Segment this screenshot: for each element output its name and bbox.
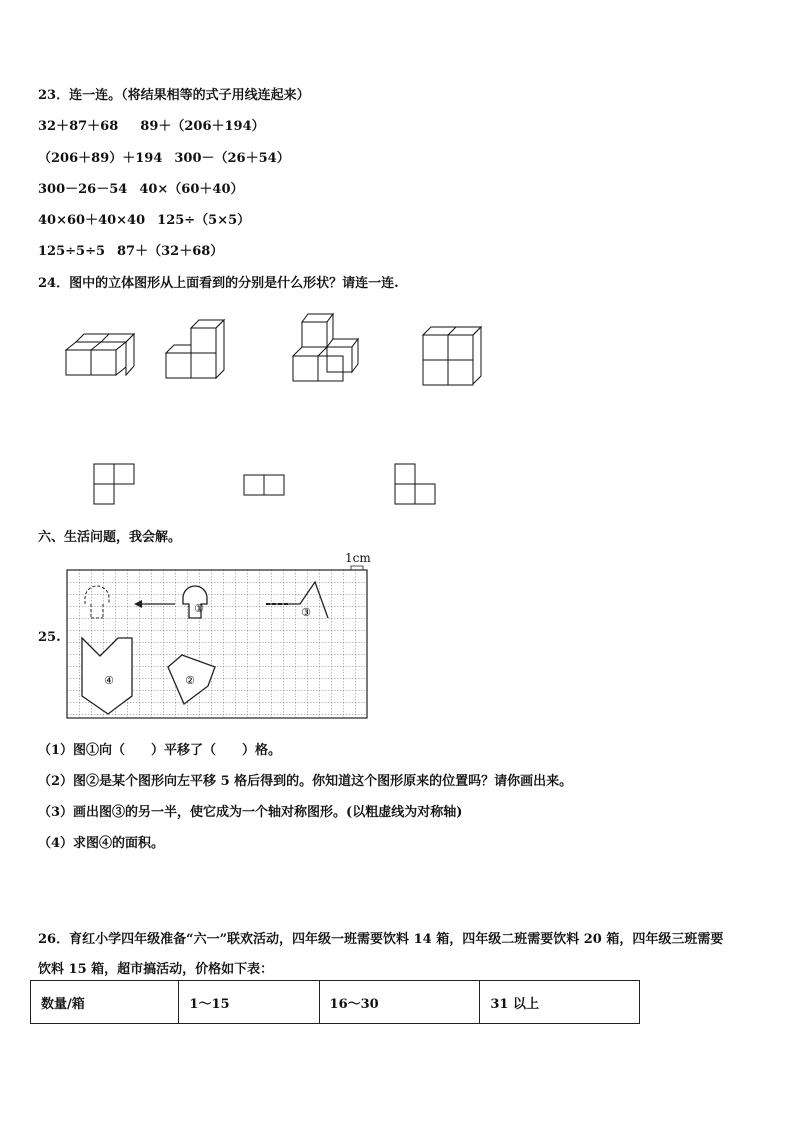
q23-left-3: 300－26－54: [38, 182, 128, 197]
q23-row-5: [38, 240, 223, 259]
top-view-3: [395, 464, 435, 504]
q23-right-2: 300－（26＋54）: [174, 151, 290, 166]
solid-figure-3: [293, 314, 358, 381]
q23-left-1: 32＋87＋68: [38, 119, 119, 134]
table-cell: 16～30: [319, 981, 480, 1024]
q25-number: 25.: [38, 630, 61, 645]
q23-right-1: 89＋（206＋194）: [140, 119, 265, 134]
solid-figure-2: [166, 320, 224, 378]
q25-item-2: （2）图②是某个图形向左平移 5 格后得到的。你知道这个图形原来的位置吗？请你画出来。: [38, 774, 573, 789]
solid-figure-1: [66, 334, 134, 375]
q26-line-1: 26．育红小学四年级准备“六一”联欢活动，四年级一班需要饮料 14 箱，四年级二班需要饮料 20 箱，四年级三班需要: [38, 932, 724, 947]
q26-line-2: 饮料 15 箱，超市搞活动，价格如下表：: [38, 962, 274, 977]
shape-3-label: ③: [301, 606, 311, 619]
q23-row-2: [38, 147, 290, 166]
q25-item-3: （3）画出图③的另一半，使它成为一个轴对称图形。(以粗虚线为对称轴): [38, 805, 463, 820]
q25-item-1: （1）图①向（ ）平移了（ ）格。: [38, 743, 282, 758]
q24-figures: [0, 300, 794, 520]
top-view-1: [94, 464, 134, 504]
q23-row-3: [38, 178, 244, 197]
shape-2-label: ②: [185, 674, 195, 687]
q23-left-5: 125÷5÷5: [38, 244, 106, 259]
solid-figure-4: [423, 327, 481, 385]
section6-title: 六、生活问题，我会解。: [38, 530, 182, 545]
q24-title: 24．图中的立体图形从上面看到的分别是什么形状？请连一连.: [38, 276, 399, 291]
q23-right-5: 87＋（32＋68）: [117, 244, 224, 259]
shape-1-label: ①: [194, 602, 204, 615]
table-row: [31, 981, 640, 1024]
q23-right-3: 40×（60＋40）: [139, 182, 244, 197]
shape-4-label: ④: [104, 674, 114, 687]
top-view-2: [244, 475, 284, 495]
q23-row-4: [38, 209, 250, 228]
table-cell: 31 以上: [480, 981, 640, 1024]
q23-row-1: [38, 115, 265, 134]
q25-item-4: （4）求图④的面积。: [38, 836, 165, 851]
q25-grid-figure: [60, 560, 375, 725]
grid-unit-label: 1cm: [345, 551, 371, 565]
table-cell: 1～15: [179, 981, 319, 1024]
q23-title: 23．连一连。（将结果相等的式子用线连起来）: [38, 88, 310, 103]
q23-left-2: （206＋89）＋194: [38, 151, 163, 166]
q23-left-4: 40×60＋40×40: [38, 213, 146, 228]
q23-right-4: 125÷（5×5）: [157, 213, 251, 228]
price-table: [30, 980, 640, 1024]
table-cell: 数量/箱: [31, 981, 179, 1024]
